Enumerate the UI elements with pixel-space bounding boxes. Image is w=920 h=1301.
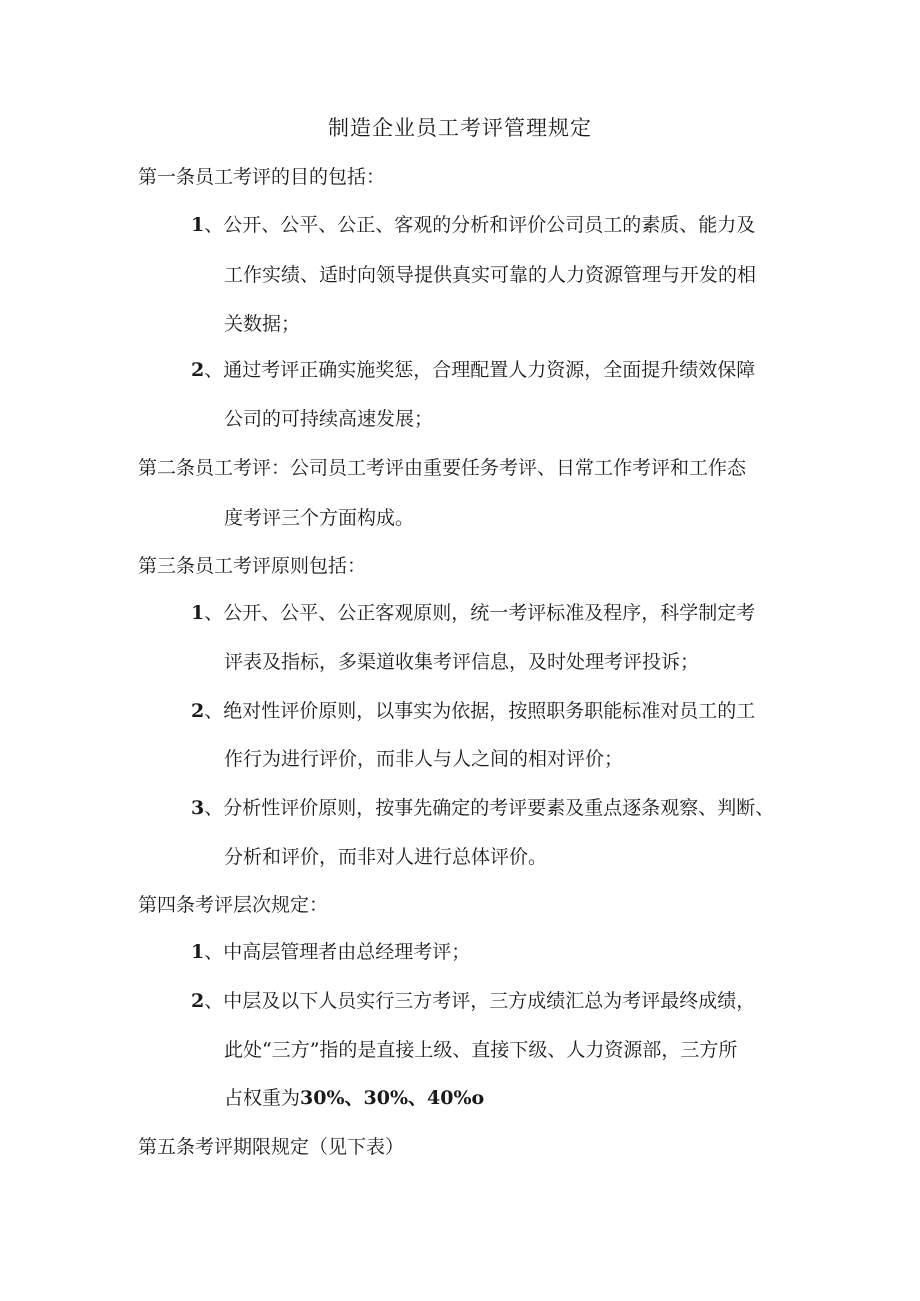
item-text: 、中层及以下人员实行三方考评，三方成绩汇总为考评最终成绩， <box>204 990 756 1012</box>
document-title: 制造企业员工考评管理规定 <box>328 116 592 140</box>
item-number: 1 <box>191 214 205 236</box>
item-number: 3 <box>191 797 205 819</box>
article-4-item-2-line-3 <box>224 1084 484 1112</box>
article-5-heading: 第五条考评期限规定（见下表） <box>138 1136 405 1158</box>
article-1-item-1-line-1 <box>191 211 755 239</box>
weights-prefix: 占权重为 <box>224 1087 301 1109</box>
article-3-item-3-line-2: 分析和评价，而非对人进行总体评价。 <box>224 846 548 868</box>
article-4-item-2-line-2: 此处“三方”指的是直接上级、直接下级、人力资源部，三方所 <box>224 1039 738 1061</box>
item-text: 、分析性评价原则，按事先确定的考评要素及重点逐条观察、判断、 <box>204 797 775 819</box>
article-4-item-2-line-1 <box>191 987 755 1015</box>
article-2-line-2: 度考评三个方面构成。 <box>224 507 415 529</box>
article-3-item-1-line-1 <box>191 599 755 627</box>
article-3-heading: 第三条员工考评原则包括： <box>138 555 367 577</box>
item-text: 、公开、公平、公正、客观的分析和评价公司员工的素质、能力及 <box>204 214 756 236</box>
article-1-item-2-line-1 <box>191 356 755 384</box>
article-4-heading: 第四条考评层次规定： <box>138 894 329 916</box>
item-number: 2 <box>191 990 205 1012</box>
article-1-heading: 第一条员工考评的目的包括： <box>138 166 386 188</box>
item-text: 、公开、公平、公正客观原则，统一考评标准及程序，科学制定考 <box>204 602 756 624</box>
item-text: 、通过考评正确实施奖惩，合理配置人力资源，全面提升绩效保障 <box>204 359 756 381</box>
article-3-item-1-line-2: 评表及指标，多渠道收集考评信息，及时处理考评投诉； <box>224 651 700 673</box>
article-3-item-2-line-1 <box>191 697 755 725</box>
item-number: 1 <box>191 941 205 963</box>
article-3-item-2-line-2: 作行为进行评价，而非人与人之间的相对评价； <box>224 748 624 770</box>
article-4-item-1-line-1 <box>191 938 470 966</box>
article-1-item-1-line-2: 工作实绩、适时向领导提供真实可靠的人力资源管理与开发的相 <box>224 264 757 286</box>
article-1-item-2-line-2: 公司的可持续高速发展； <box>224 408 434 430</box>
item-text: 、中高层管理者由总经理考评； <box>204 941 471 963</box>
article-3-item-3-line-1 <box>191 794 774 822</box>
item-number: 2 <box>191 359 205 381</box>
article-2-line-1: 第二条员工考评：公司员工考评由重要任务考评、日常工作考评和工作态 <box>138 457 747 479</box>
item-number: 2 <box>191 700 205 722</box>
item-number: 1 <box>191 602 205 624</box>
article-1-item-1-line-3: 关数据； <box>224 313 301 335</box>
weights-values: 30%、30%、40%o <box>300 1087 485 1109</box>
item-text: 、绝对性评价原则，以事实为依据，按照职务职能标准对员工的工 <box>204 700 756 722</box>
